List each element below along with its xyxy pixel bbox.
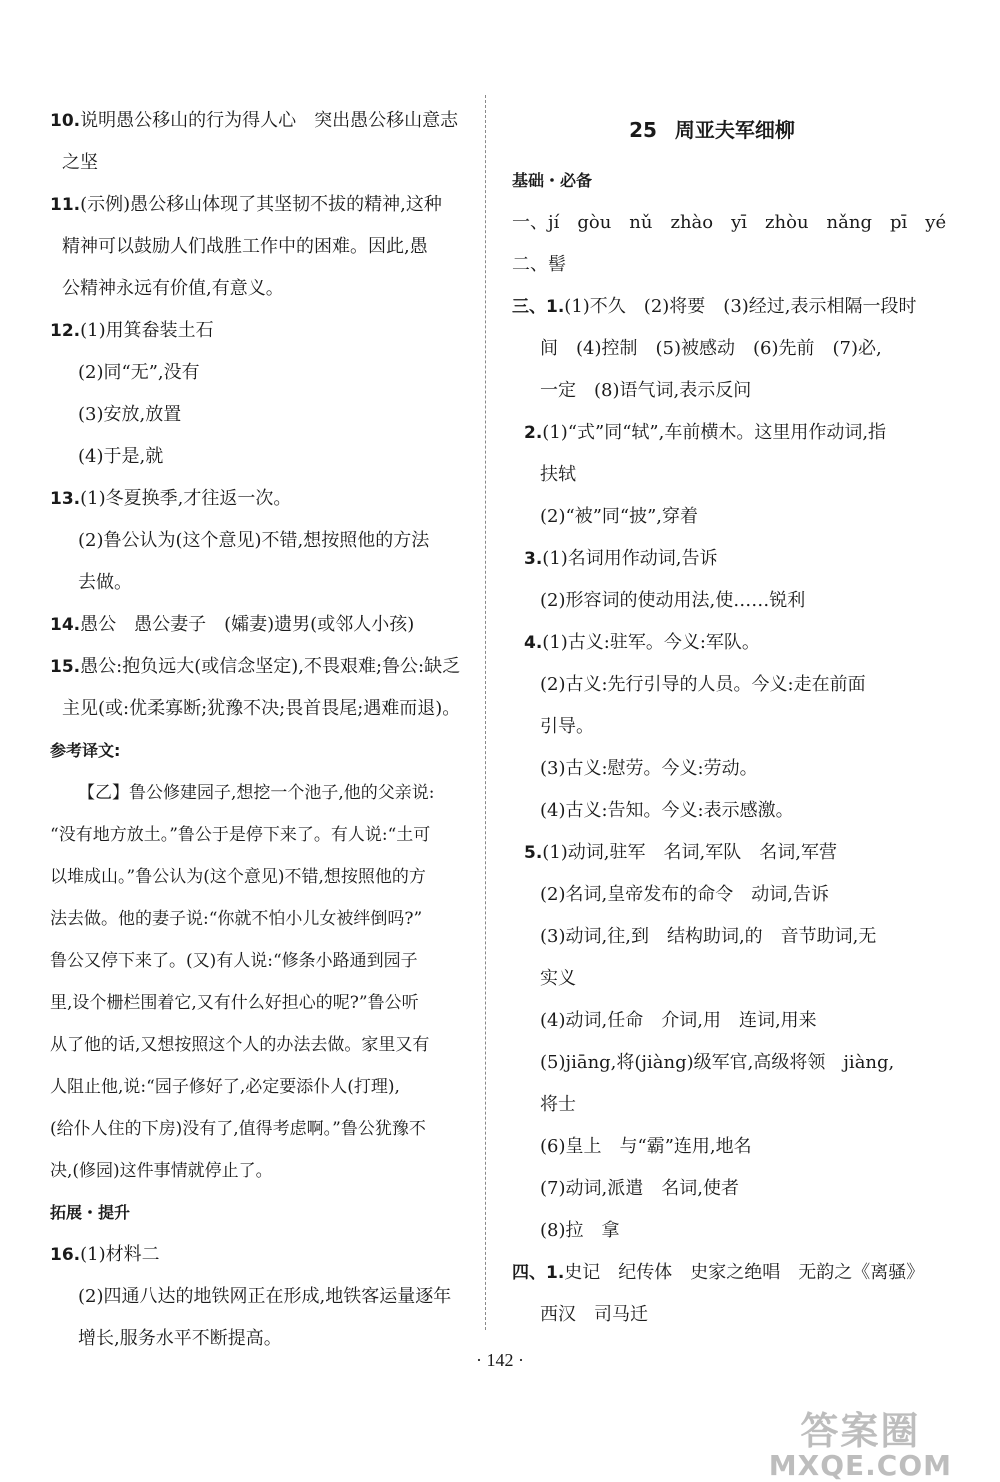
section-3-q1-line: 一定 (8)语气词,表示反问	[540, 380, 752, 401]
column-divider	[485, 95, 486, 1330]
answer-12-item: (3)安放,放置	[78, 404, 182, 425]
translation-line: 法去做。他的妻子说:“你就不怕小儿女被绊倒吗?”	[50, 909, 423, 929]
extension-heading: 拓展・提升	[50, 1203, 131, 1222]
answer-16: 16.(1)材料二	[50, 1244, 160, 1265]
right-column	[512, 100, 947, 1336]
translation-line: 【乙】鲁公修建园子,想挖一个池子,他的父亲说:	[78, 783, 435, 803]
answer-12-item: (2)同“无”,没有	[78, 362, 200, 383]
section-3-q5-line: (5)jiāng,将(jiàng)级军官,高级将领 jiàng,	[540, 1052, 895, 1073]
section-3-q5-line: (6)皇上 与“霸”连用,地名	[540, 1136, 752, 1157]
reference-translation	[50, 772, 470, 1192]
translation-line: 人阻止他,说:“园子修好了,必定要添仆人(打理),	[50, 1077, 400, 1097]
section-3-q1: 三、1.(1)不久 (2)将要 (3)经过,表示相隔一段时	[512, 296, 917, 317]
section-3-q5-line: (8)拉 拿	[540, 1220, 620, 1241]
section-3-q4-line: (4)古义:告知。今义:表示感激。	[540, 800, 794, 821]
watermark-url: MXQE.COM	[768, 1449, 952, 1482]
translation-line: (给仆人住的下房)没有了,值得考虑啊。”鲁公犹豫不	[50, 1119, 426, 1139]
section-4-q1: 四、1.史记 纪传体 史家之绝唱 无韵之《离骚》	[512, 1262, 925, 1283]
answer-11: 11.(示例)愚公移山体现了其坚韧不拔的精神,这种	[50, 194, 442, 215]
answer-12: 12.(1)用箕畚装土石	[50, 320, 214, 341]
section-3-q5-line: 实义	[540, 968, 576, 989]
watermark-text: 答案圈	[800, 1409, 921, 1453]
answer-10: 10.说明愚公移山的行为得人心 突出愚公移山意志	[50, 110, 459, 131]
lesson-number: 25	[629, 118, 657, 142]
section-3-q2: 2.(1)“式”同“轼”,车前横木。这里用作动词,指	[524, 422, 887, 443]
section-3-q4-line: (2)古义:先行引导的人员。今义:走在前面	[540, 674, 866, 695]
lesson-title	[512, 100, 912, 160]
section-3-q2-line: (2)“被”同“披”,穿着	[540, 506, 699, 527]
answer-12-item: (4)于是,就	[78, 446, 164, 467]
translation-line: “没有地方放土。”鲁公于是停下来了。有人说:“土可	[50, 825, 431, 845]
left-column	[50, 100, 470, 1360]
section-1-pinyin: 一、jí gòu nǔ zhào yī zhòu nǎng pī yé	[512, 212, 947, 233]
section-2: 二、髻	[512, 254, 566, 275]
basic-heading: 基础・必备	[512, 171, 593, 190]
translation-line: 决,(修园)这件事情就停止了。	[50, 1161, 273, 1181]
answer-16-item: (2)四通八达的地铁网正在形成,地铁客运量逐年	[78, 1286, 452, 1307]
section-3-q1-line: 间 (4)控制 (5)被感动 (6)先前 (7)必,	[540, 338, 882, 359]
section-3-q4-line: (3)古义:慰劳。今义:劳动。	[540, 758, 758, 779]
translation-line: 鲁公又停下来了。(又)有人说:“修条小路通到园子	[50, 951, 418, 971]
section-3-q5-line: (2)名词,皇帝发布的命令 动词,告诉	[540, 884, 829, 905]
page-number: · 142 ·	[476, 1350, 524, 1370]
section-3-q5-line: 将士	[540, 1094, 576, 1115]
answer-13-item: (2)鲁公认为(这个意见)不错,想按照他的方法	[78, 530, 430, 551]
answer-14: 14.愚公 愚公妻子 (孀妻)遗男(或邻人小孩)	[50, 614, 415, 635]
section-3-q4: 4.(1)古义:驻军。今义:军队。	[524, 632, 760, 653]
answer-13-item: 去做。	[78, 572, 132, 593]
reference-translation-heading: 参考译文:	[50, 741, 121, 760]
section-3-q5-line: (7)动词,派遣 名词,使者	[540, 1178, 739, 1199]
section-4-q1-line: 西汉 司马迁	[540, 1304, 648, 1325]
answer-15: 15.愚公:抱负远大(或信念坚定),不畏艰难;鲁公:缺乏	[50, 656, 461, 677]
section-3-q5-line: (4)动词,任命 介词,用 连词,用来	[540, 1010, 817, 1031]
section-3-q4-line: 引导。	[540, 716, 594, 737]
lesson-title-text: 周亚夫军细柳	[674, 118, 795, 142]
answer-10-cont: 之坚	[62, 152, 98, 173]
answer-16-item: 增长,服务水平不断提高。	[78, 1328, 282, 1349]
answer-11-line: 精神可以鼓励人们战胜工作中的困难。因此,愚	[62, 236, 428, 257]
answer-13: 13.(1)冬夏换季,才往返一次。	[50, 488, 292, 509]
section-3-q2-line: 扶轼	[540, 464, 576, 485]
section-3-q3-line: (2)形容词的使动用法,使……锐利	[540, 590, 806, 611]
translation-line: 以堆成山。”鲁公认为(这个意见)不错,想按照他的方	[50, 867, 426, 887]
translation-line: 里,设个栅栏围着它,又有什么好担心的呢?”鲁公听	[50, 993, 419, 1013]
section-3-q5-line: (3)动词,往,到 结构助词,的 音节助词,无	[540, 926, 877, 947]
answer-11-line: 公精神永远有价值,有意义。	[62, 278, 284, 299]
watermark-logo	[769, 1400, 952, 1482]
translation-line: 从了他的话,又想按照这个人的办法去做。家里又有	[50, 1035, 430, 1055]
answer-15-cont: 主见(或:优柔寡断;犹豫不决;畏首畏尾;遇难而退)。	[62, 698, 461, 719]
section-3-q5: 5.(1)动词,驻军 名词,军队 名词,军营	[524, 842, 837, 863]
section-3-q3: 3.(1)名词用作动词,告诉	[524, 548, 718, 569]
